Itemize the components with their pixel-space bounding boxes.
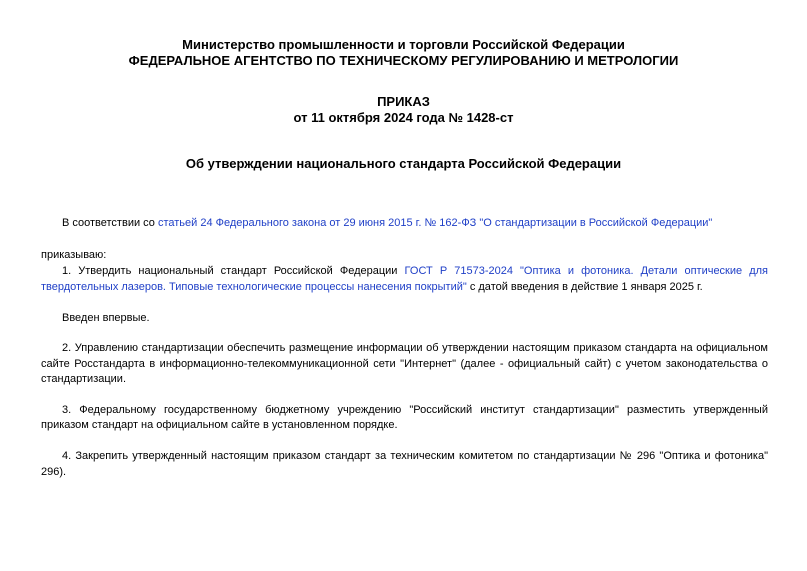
law-article-link[interactable]: статьей 24 Федерального закона от 29 июня 2015 г. № 162-ФЗ "О стандартизации в Российской Федерации" [157,217,713,229]
item1-prefix: 1. Утвердить национальный стандарт Российской Федерации [62,265,398,277]
item3-line1: 3. Федеральному государственному бюджетному учреждению "Российский институт стандартизации" разместить утвержденный [62,404,768,416]
preamble-paragraph [62,215,762,232]
introduced-note: Введен впервые. [62,312,150,324]
item1-line1 [41,263,768,280]
item2-line1: 2. Управлению стандартизации обеспечить размещение информации об утверждении настоящим приказом стандарта на официальном [62,342,768,354]
doc-title: Об утверждении национального стандарта Российской Федерации [185,156,622,171]
item4-line1: 4. Закрепить утвержденный настоящим приказом стандарт за техническим комитетом по стандартизации № 296 "Оптика и фотоника" [62,450,768,462]
item2-line2: сайте Росстандарта в информационно-телекоммуникационной сети "Интернет" (далее - официальный сайт) с учетом законодательства о [41,358,768,370]
order-word: приказываю: [41,249,107,261]
item1-suffix: с датой введения в действие 1 января 2025 г. [466,281,703,293]
gost-link-part1[interactable]: ГОСТ Р 71573-2024 "Оптика и фотоника. Детали оптические для [404,265,768,277]
item4-line2: 296). [41,466,67,478]
ministry-heading: Министерство промышленности и торговли Российской Федерации [182,37,625,52]
gost-link-part2[interactable]: твердотельных лазеров. Типовые технологические процессы нанесения покрытий" [41,281,467,293]
item2-line3: стандартизации. [41,373,127,385]
item3-line2: приказом стандарт на официальном сайте в установленном порядке. [41,419,398,431]
preamble-prefix: В соответствии со [62,217,158,229]
doc-type-heading: ПРИКАЗ [377,94,430,109]
agency-heading: ФЕДЕРАЛЬНОЕ АГЕНТСТВО ПО ТЕХНИЧЕСКОМУ РЕГУЛИРОВАНИЮ И МЕТРОЛОГИИ [128,53,679,68]
doc-date-number: от 11 октября 2024 года № 1428-ст [293,110,514,125]
item1-line2 [41,279,768,296]
